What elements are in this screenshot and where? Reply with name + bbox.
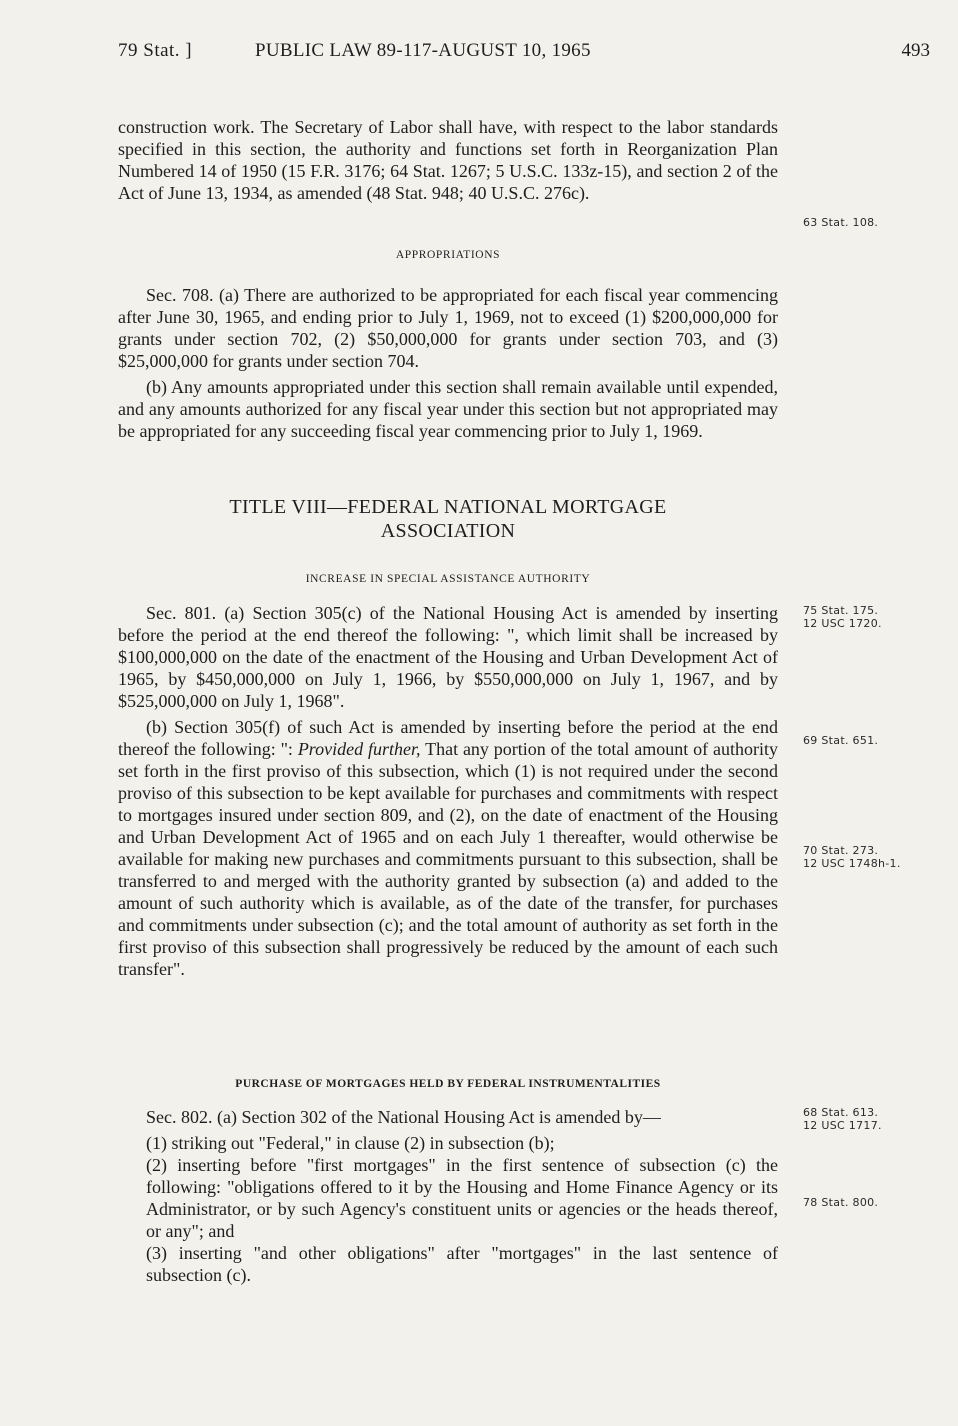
section-708 [118, 284, 778, 442]
section-801-b-text-cont: That any portion of the total amount of authority set forth in the first proviso of this subsection, which (1) is not required under the second proviso of this subsection to be kept available for purchases and commitments with respect to mortgages insured under section 809, and (2), on the date of enactment of the Housing and Urban Development Act of 1965 and on each July 1 thereafter, would otherwise be available for making new purchases and commitments pursuant to this subsection, shall be transferred to and merged with the authority granted by subsection (a) and added to the amount of such authority which is available, as of the date of the transfer, for purchases and commitments under subsection (c); and the total amount of authority as set forth in the first proviso of this subsection shall progressively be reduced by the amount of each such transfer". [118, 739, 778, 979]
margin-note-70-stat [803, 844, 901, 870]
law-title: PUBLIC LAW 89-117-AUGUST 10, 1965 [255, 40, 591, 61]
clause-3: (3) inserting "and other obligations" after "mortgages" in the last sentence of subsection (c). [146, 1243, 778, 1285]
margin-note-line: 70 Stat. 273. [803, 844, 879, 857]
paragraph-labor-standards [118, 116, 778, 204]
section-801-a: Sec. 801. (a) Section 305(c) of the National Housing Act is amended by inserting before the period at the end thereof the following: ", which limit shall be increased by $100,000,000 on the date of the enactment of the Housing and Urban Development Act of 1965, by $450,000,000 on July 1, 1966, by $550,000,000 on July 1, 1967, and by $525,000,000 on July 1, 1968". [118, 603, 778, 711]
section-802 [118, 1106, 778, 1286]
volume-reference: 79 Stat. ] [118, 40, 193, 61]
margin-note-63-stat: 63 Stat. 108. [803, 216, 879, 229]
page-number: 493 [901, 40, 930, 61]
heading-appropriations: APPROPRIATIONS [395, 249, 501, 261]
title-viii-heading [118, 495, 778, 543]
heading-purchase-of-mortgages: PURCHASE OF MORTGAGES HELD BY FEDERAL INSTRUMENTALITIES [235, 1078, 661, 1090]
margin-note-line: 12 USC 1720. [803, 617, 882, 630]
section-801-b [118, 716, 778, 980]
section-802-a: Sec. 802. (a) Section 302 of the National Housing Act is amended by— [146, 1107, 661, 1127]
margin-note-line: 75 Stat. 175. [803, 604, 879, 617]
margin-note-line: 12 USC 1717. [803, 1119, 882, 1132]
margin-note-68-stat [803, 1106, 882, 1132]
margin-note-78-stat: 78 Stat. 800. [803, 1196, 879, 1209]
heading-increase-special-assistance: INCREASE IN SPECIAL ASSISTANCE AUTHORITY [305, 573, 591, 585]
margin-note-line: 12 USC 1748h-1. [803, 857, 901, 870]
page-header [118, 40, 930, 68]
clause-2: (2) inserting before "first mortgages" in the first sentence of subsection (c) the following: "obligations offered to it by the Housing and Home Finance Agency or its Administrator, or by such Agency's constituent units or agencies or the heads thereof, or any"; and [146, 1155, 778, 1241]
section-708-a: Sec. 708. (a) There are authorized to be appropriated for each fiscal year commencing after June 30, 1965, and ending prior to July 1, 1969, not to exceed (1) $200,000,000 for grants under section 702, (2) $50,000,000 for grants under section 703, and (3) $25,000,000 for grants under section 704. [118, 285, 778, 371]
clause-1: (1) striking out "Federal," in clause (2) in subsection (b); [146, 1133, 555, 1153]
paragraph-text: construction work. The Secretary of Labor shall have, with respect to the labor standards specified in this section, the authority and functions set forth in Reorganization Plan Numbered 14 of 1950 (15 F.R. 3176; 64 Stat. 1267; 5 U.S.C. 133z-15), and section 2 of the Act of June 13, 1934, as amended (48 Stat. 948; 40 U.S.C. 276c). [118, 117, 778, 203]
margin-note-75-stat [803, 604, 882, 630]
margin-note-line: 68 Stat. 613. [803, 1106, 879, 1119]
margin-note-69-stat: 69 Stat. 651. [803, 734, 879, 747]
title-line-1: TITLE VIII—FEDERAL NATIONAL MORTGAGE [229, 496, 667, 518]
section-801-b-text: (b) Section 305(f) of such Act is amended by inserting before the period at the end thereof the following: ": [118, 717, 778, 759]
section-801 [118, 602, 778, 980]
section-708-b: (b) Any amounts appropriated under this section shall remain available until expended, and any amounts authorized for any fiscal year under this section but not appropriated may be appropriated for any succeeding fiscal year commencing prior to July 1, 1969. [118, 377, 778, 441]
title-line-2: ASSOCIATION [380, 520, 516, 542]
proviso-text: Provided further, [297, 739, 421, 759]
